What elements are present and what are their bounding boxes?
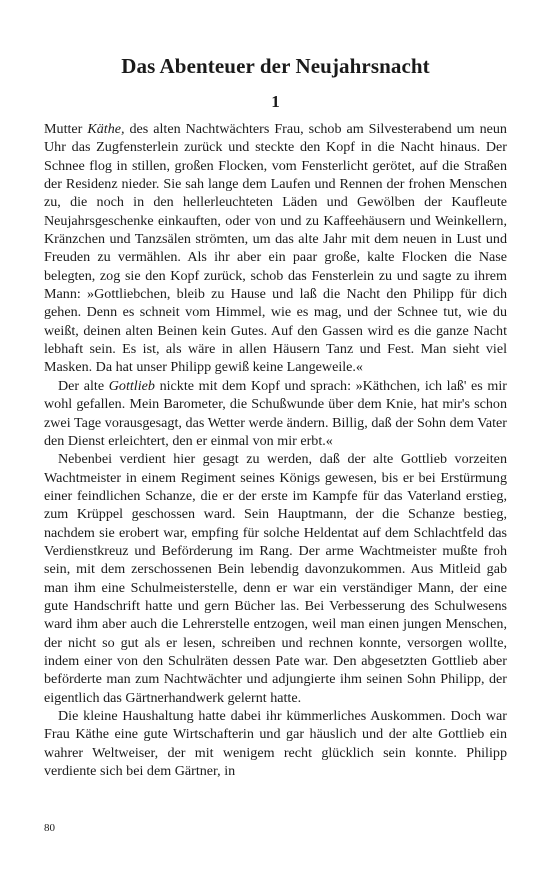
body-text: [44, 120, 507, 780]
paragraph: [44, 120, 507, 377]
text-run: Die kleine Haushaltung hatte dabei ihr kümmerliches Auskommen. Doch war Frau Käthe eine gute Wirtschafterin und gar häuslich und der alte Gottlieb ein wahrer Weltweiser, der mit wenigem recht glücklich sein konnte. Philipp verdiente sich bei dem Gärtner, in: [44, 708, 507, 780]
text-run: Der alte: [58, 377, 109, 394]
text-run: des alten Nachtwächters Frau, schob am Silvesterabend um neun Uhr das Zugfensterlein zurück und steckte den Kopf in die Nacht hinaus. Der Schnee flog in stillen, großen Flocken, vom Fensterlicht gerötet, auf die Straßen der Residenz nieder. Sie sah lange dem Laufen und Rennen der frohen Menschen zu, die noch in den hellerleuchteten Läden und Gewölben der Kaufleute Neujahrsgeschenke einkauften, oder von und zu Kaffeehäusern und Weinkellern, Kränzchen und Tanzsälen strömten, um das alte Jahr mit dem neuen in Lust und Freuden zu vermählen. Als ihr aber ein paar große, kalte Flocken die Nase belegten, zog sie den Kopf zurück, schob das Fensterlein zu und sagte zu ihrem Mann: »Gottliebchen, bleib zu Hause und laß die Nacht den Philipp für dich gehen. Denn es schneit vom Himmel, wie es mag, und der Schnee tut, wie du weißt, deinen alten Beinen kein Gutes. Auf den Gassen wird es die ganze Nacht lebhaft sein. Es ist, als wäre in allen Häusern Tanz und Fest. Man sieht viel Masken. Da hat unser Philipp gewiß keine Langeweile.«: [44, 121, 507, 376]
story-title: Das Abenteuer der Neujahrsnacht: [121, 54, 430, 78]
book-page: [44, 52, 507, 780]
text-run: Mutter: [44, 121, 88, 137]
paragraph: [44, 450, 507, 707]
paragraph: [44, 377, 507, 450]
paragraph: [44, 707, 507, 780]
text-run: Nebenbei verdient hier gesagt zu werden, daß der alte Gottlieb vorzeiten Wachtmeister in einem Regiment seines Königs gewesen, bis er bei Erstürmung einer feindlichen Schanze, die er der erste im Kampfe für das Vaterland erstieg, zum Krüppel geschossen ward. Sein Hauptmann, der die Schanze bestieg, nachdem sie erobert war, empfing für solche Heldentat auf dem Schlachtfeld das Verdienstkreuz und Beförderung im Rang. Der arme Wachtmeister mußte froh sein, mit dem zerschossenen Bein lebendig davonzukommen. Aus Mitleid gab man ihm eine Schulmeisterstelle, denn er war ein verständiger Mann, der eine gute Handschrift hatte und gern Bücher las. Bei Verbesserung des Schulwesens ward ihm aber auch die Lehrerstelle entzogen, weil man einen jungen Menschen, der nicht so gut als er lesen, schreiben und rechnen konnte, versorgen wollte, indem einer von den Schulräten dessen Pate war. Den abgesetzten Gottlieb aber beförderte man zum Nachtwächter und adjungierte ihm seinen Sohn Philipp, der eigentlich das Gärtnerhandwerk gelernt hatte.: [44, 451, 507, 706]
italic-name: Gottlieb: [108, 377, 155, 394]
italic-name: Käthe,: [87, 121, 125, 137]
page-number: 80: [44, 822, 55, 834]
chapter-number: 1: [271, 92, 280, 111]
text-run: nickte mit dem Kopf und sprach: »Käthchen, ich laß' es mir wohl gefallen. Mein Barometer, die Schußwunde über dem Knie, hat mir's schon zwei Tage vorausgesagt, das Wetter werde ändern. Billig, daß der Sohn dem Vater den Dienst erleichtert, den er einmal von mir erbt.«: [44, 377, 507, 449]
